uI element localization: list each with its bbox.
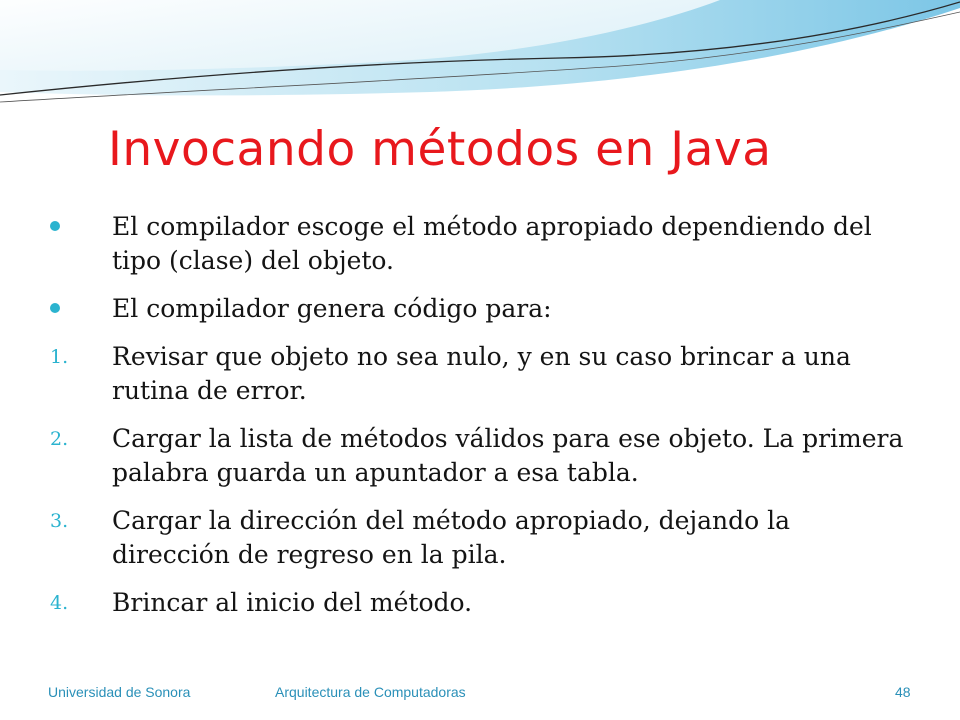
item-number: 3. [50,510,69,532]
bullet-text: El compilador escoge el método apropiado dependiendo del tipo (clase) del objeto. [112,212,872,275]
bullet-text: El compilador genera código para: [112,294,552,323]
numbered-text: Cargar la lista de métodos válidos para ese objeto. La primera palabra guarda un apuntador a esa tabla. [112,424,904,487]
item-number: 2. [50,428,69,450]
footer-course: Arquitectura de Computadoras [275,684,466,700]
item-number: 1. [50,346,69,368]
bullet-dot-icon [50,221,60,231]
header-wave-decoration [0,0,960,110]
numbered-text: Brincar al inicio del método. [112,588,473,617]
slide-title: Invocando métodos en Java [108,122,772,177]
bullet-dot-icon [50,303,60,313]
footer-page-number: 48 [895,684,911,700]
bullet-item [112,210,912,278]
numbered-item [50,586,912,620]
numbered-text: Cargar la dirección del método apropiado, dejando la dirección de regreso en la pila. [112,506,791,569]
footer-university: Universidad de Sonora [48,684,191,700]
item-number: 4. [50,592,69,614]
numbered-item [50,422,912,490]
numbered-item [50,340,912,408]
numbered-item [50,504,912,572]
numbered-text: Revisar que objeto no sea nulo, y en su caso brincar a una rutina de error. [112,342,851,405]
bullet-item [112,292,912,326]
